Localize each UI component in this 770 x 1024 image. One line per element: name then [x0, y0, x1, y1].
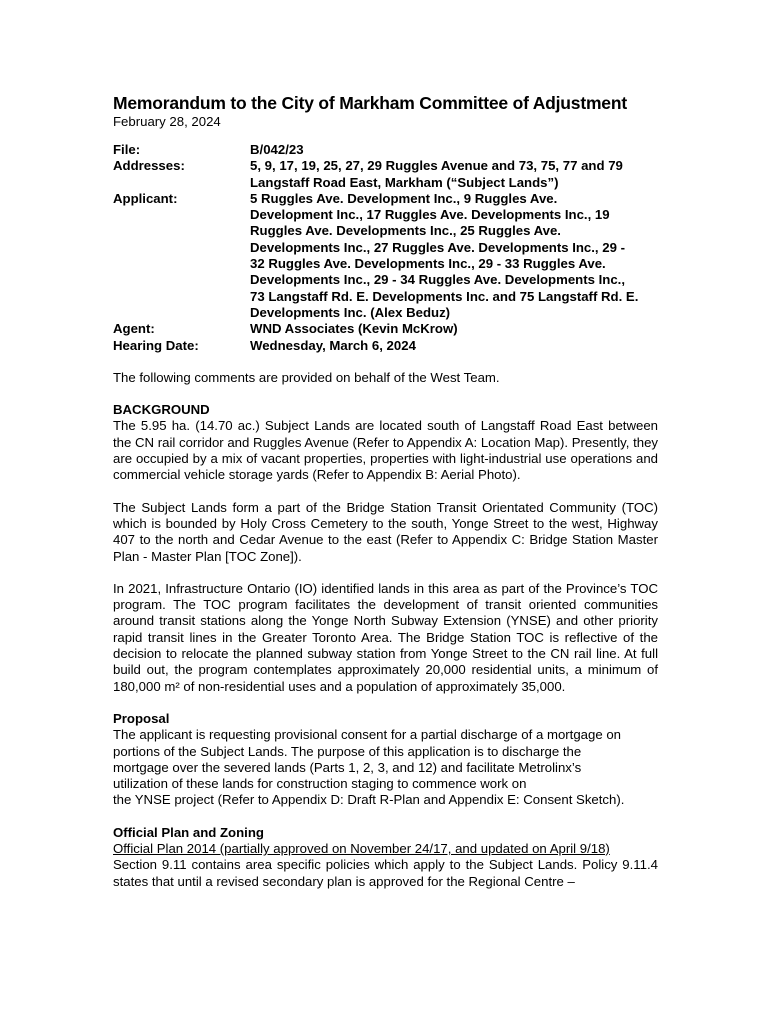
addresses-label: Addresses: — [113, 158, 185, 174]
background-paragraph-2: The Subject Lands form a part of the Bridge Station Transit Orientated Community (TOC) which is bounded by Holy Cross Cemetery to the south, Yonge Street to the west, Highway 407 to the north and Cedar Avenue to the east (Refer to Appendix C: Bridge Station Master Plan - Master Plan [TOC Zone]). — [113, 499, 658, 564]
proposal-line: utilization of these lands for construction staging to commence work on — [113, 776, 527, 792]
applicant-row — [113, 191, 658, 321]
official-plan-subheading: Official Plan 2014 (partially approved on November 24/17, and updated on April 9/18) — [113, 840, 610, 856]
hearing-date-label: Hearing Date: — [113, 337, 199, 353]
background-paragraph-3: In 2021, Infrastructure Ontario (IO) identified lands in this area as part of the Province’s TOC program. The TOC program facilitates the development of transit oriented communities around transit stations along the Yonge North Subway Extension (YNSE) and other priority rapid transit lines in the Greater Toronto Area. The Bridge Station TOC is reflective of the decision to relocate the planned subway station from Yonge Street to the CN rail line. At full build out, the program contemplates approximately 20,000 residential units, a minimum of 180,000 m² of non-residential uses and a population of approximately 35,000. — [113, 580, 658, 694]
intro-paragraph: The following comments are provided on behalf of the West Team. — [113, 369, 500, 385]
file-row — [113, 142, 658, 158]
hearing-date-value: Wednesday, March 6, 2024 — [250, 337, 416, 353]
applicant-label: Applicant: — [113, 190, 178, 206]
proposal-paragraph — [113, 727, 658, 808]
memo-page — [113, 92, 658, 890]
proposal-heading: Proposal — [113, 710, 170, 726]
proposal-line: The applicant is requesting provisional consent for a partial discharge of a mortgage on — [113, 727, 622, 743]
background-heading: BACKGROUND — [113, 402, 210, 418]
agent-value: WND Associates (Kevin McKrow) — [250, 321, 458, 337]
memo-date: February 28, 2024 — [113, 114, 221, 129]
addresses-row — [113, 158, 658, 191]
background-paragraph-1: The 5.95 ha. (14.70 ac.) Subject Lands are located south of Langstaff Road East between the CN rail corridor and Ruggles Avenue (Refer to Appendix A: Location Map). Presently, they are occupied by a mix of vacant properties, properties with light-industrial use operations and commercial vehicle storage yards (Refer to Appendix B: Aerial Photo). — [113, 418, 658, 483]
official-plan-heading: Official Plan and Zoning — [113, 824, 264, 840]
hearing-date-row — [113, 338, 658, 354]
agent-row — [113, 321, 658, 337]
addresses-value: 5, 9, 17, 19, 25, 27, 29 Ruggles Avenue and 73, 75, 77 and 79 Langstaff Road East, Markham (“Subject Lands”) — [250, 158, 623, 190]
memo-title: Memorandum to the City of Markham Committee of Adjustment — [113, 93, 627, 113]
file-value: B/042/23 — [250, 142, 304, 157]
agent-label: Agent: — [113, 321, 155, 337]
file-info-table — [113, 142, 658, 354]
file-label: File: — [113, 142, 141, 157]
official-plan-paragraph: Section 9.11 contains area specific policies which apply to the Subject Lands. Policy 9.11.4 states that until a revised secondary plan is approved for the Regional Centre – — [113, 857, 658, 889]
proposal-line: the YNSE project (Refer to Appendix D: Draft R-Plan and Appendix E: Consent Sketch). — [113, 792, 625, 808]
applicant-value: 5 Ruggles Ave. Development Inc., 9 Ruggles Ave. Development Inc., 17 Ruggles Ave. Developments Inc., 19 Ruggles Ave. Developments Inc., 25 Ruggles Ave. Developments Inc., 27 Ruggles Ave. Developments Inc., 29 - 32 Ruggles Ave. Developments Inc., 29 - 33 Ruggles Ave. Developments Inc., 29 - 34 Ruggles Ave. Developments Inc., 73 Langstaff Rd. E. Developments Inc. and 75 Langstaff Rd. E. Developments Inc. (Alex Beduz) — [250, 190, 639, 320]
proposal-line: portions of the Subject Lands. The purpose of this application is to discharge the — [113, 743, 582, 759]
proposal-line: mortgage over the severed lands (Parts 1, 2, 3, and 12) and facilitate Metrolinx’s — [113, 759, 582, 775]
